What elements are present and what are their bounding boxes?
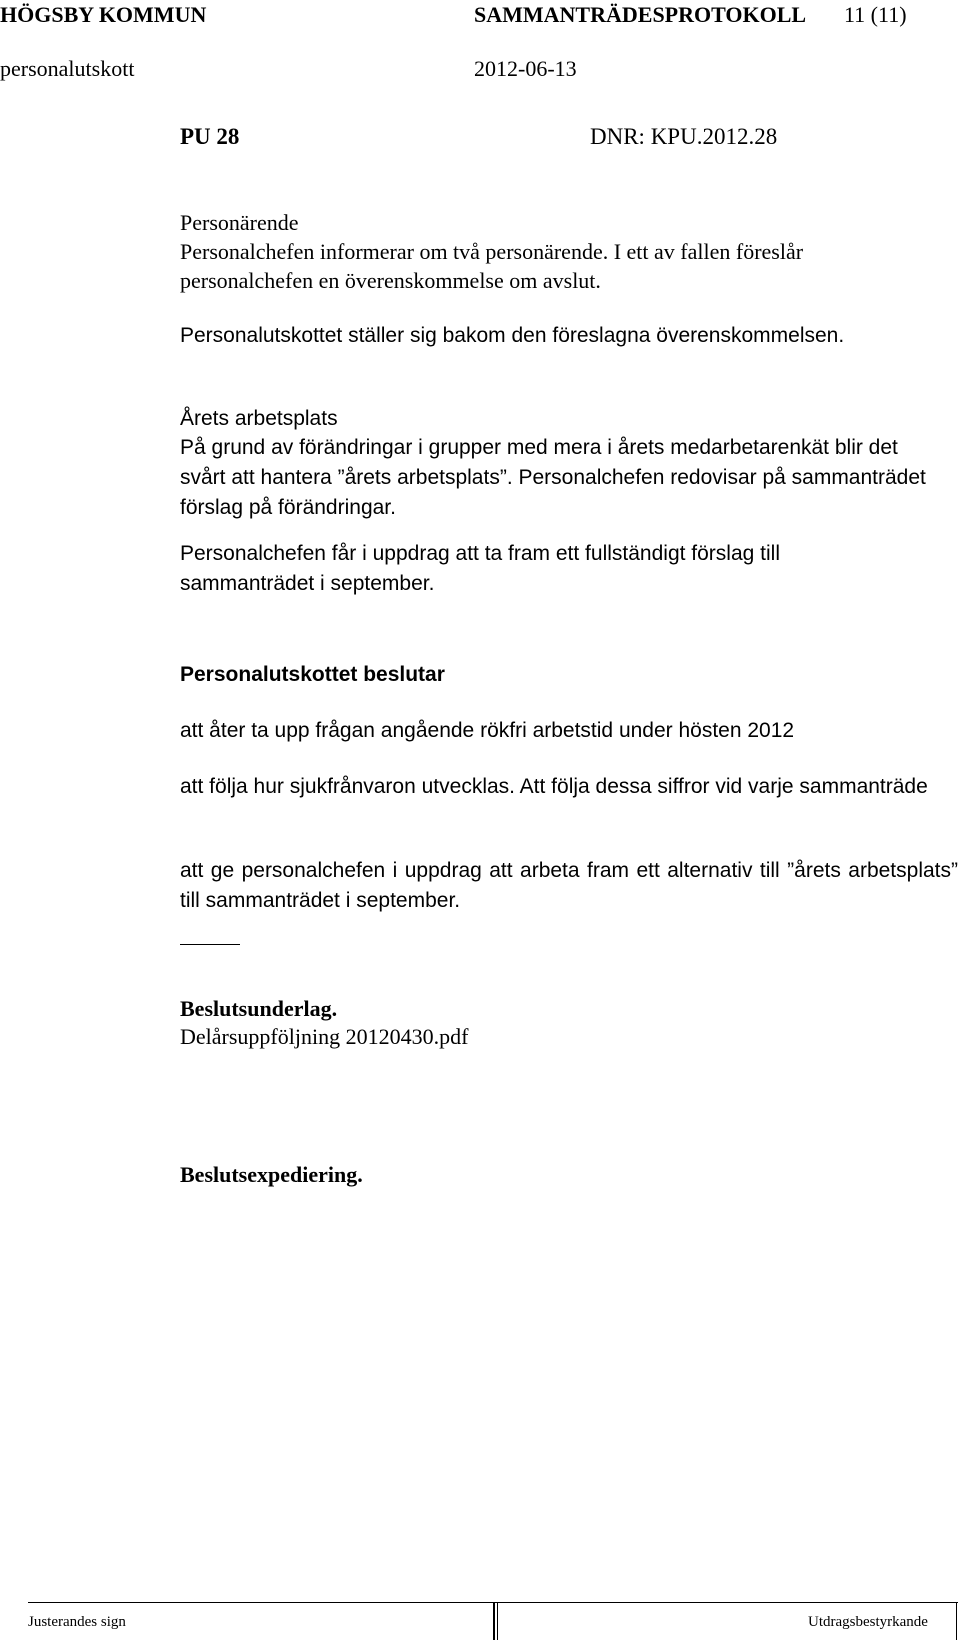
footer-signature-label: Justerandes sign [28, 1614, 126, 1630]
committee-name: personalutskott [0, 56, 135, 81]
footer-divider [956, 1602, 957, 1640]
basis-document: Delårsuppföljning 20120430.pdf [180, 1024, 469, 1049]
case-number: PU 28 [180, 124, 240, 149]
footer-divider [497, 1602, 498, 1640]
decision-item: att följa hur sjukfrånvaron utvecklas. Att följa dessa siffror vid varje sammanträde [180, 775, 928, 798]
separator-line [180, 944, 240, 945]
footer-divider [493, 1602, 495, 1640]
document-type: SAMMANTRÄDESPROTOKOLL [474, 2, 807, 27]
organization-name: HÖGSBY KOMMUN [0, 2, 207, 27]
arets-arbetsplats-text: På grund av förändringar i grupper med mera i årets medarbetarenkät blir det svårt att hantera ”årets arbetsplats”. Personalchefen redovisar på sammanträdet förslag på förändringar. [180, 436, 926, 519]
section-heading-arets-arbetsplats: Årets arbetsplats [180, 407, 338, 430]
decision-item: att åter ta upp frågan angående rökfri arbetstid under hösten 2012 [180, 719, 795, 742]
arets-arbetsplats-note: Personalchefen får i uppdrag att ta fram ett fullständigt förslag till sammanträdet i september. [180, 542, 780, 595]
decision-heading: Personalutskottet beslutar [180, 663, 445, 686]
decision-item: att ge personalchefen i uppdrag att arbeta fram ett alternativ till ”årets arbetsplats” till sammanträdet i september. [180, 859, 958, 912]
page-number: 11 (11) [844, 2, 907, 27]
basis-heading: Beslutsunderlag. [180, 996, 338, 1021]
footer-certification-label: Utdragsbestyrkande [808, 1614, 928, 1630]
personarende-note: Personalutskottet ställer sig bakom den föreslagna överenskommelsen. [180, 324, 845, 347]
section-heading-personarende: Personärende [180, 210, 299, 235]
personarende-text: Personalchefen informerar om två personärende. I ett av fallen föreslår personalchefen en överenskommelse om avslut. [180, 239, 804, 293]
dispatch-heading: Beslutsexpediering. [180, 1162, 363, 1187]
meeting-date: 2012-06-13 [474, 56, 577, 81]
diary-number: DNR: KPU.2012.28 [590, 124, 778, 149]
